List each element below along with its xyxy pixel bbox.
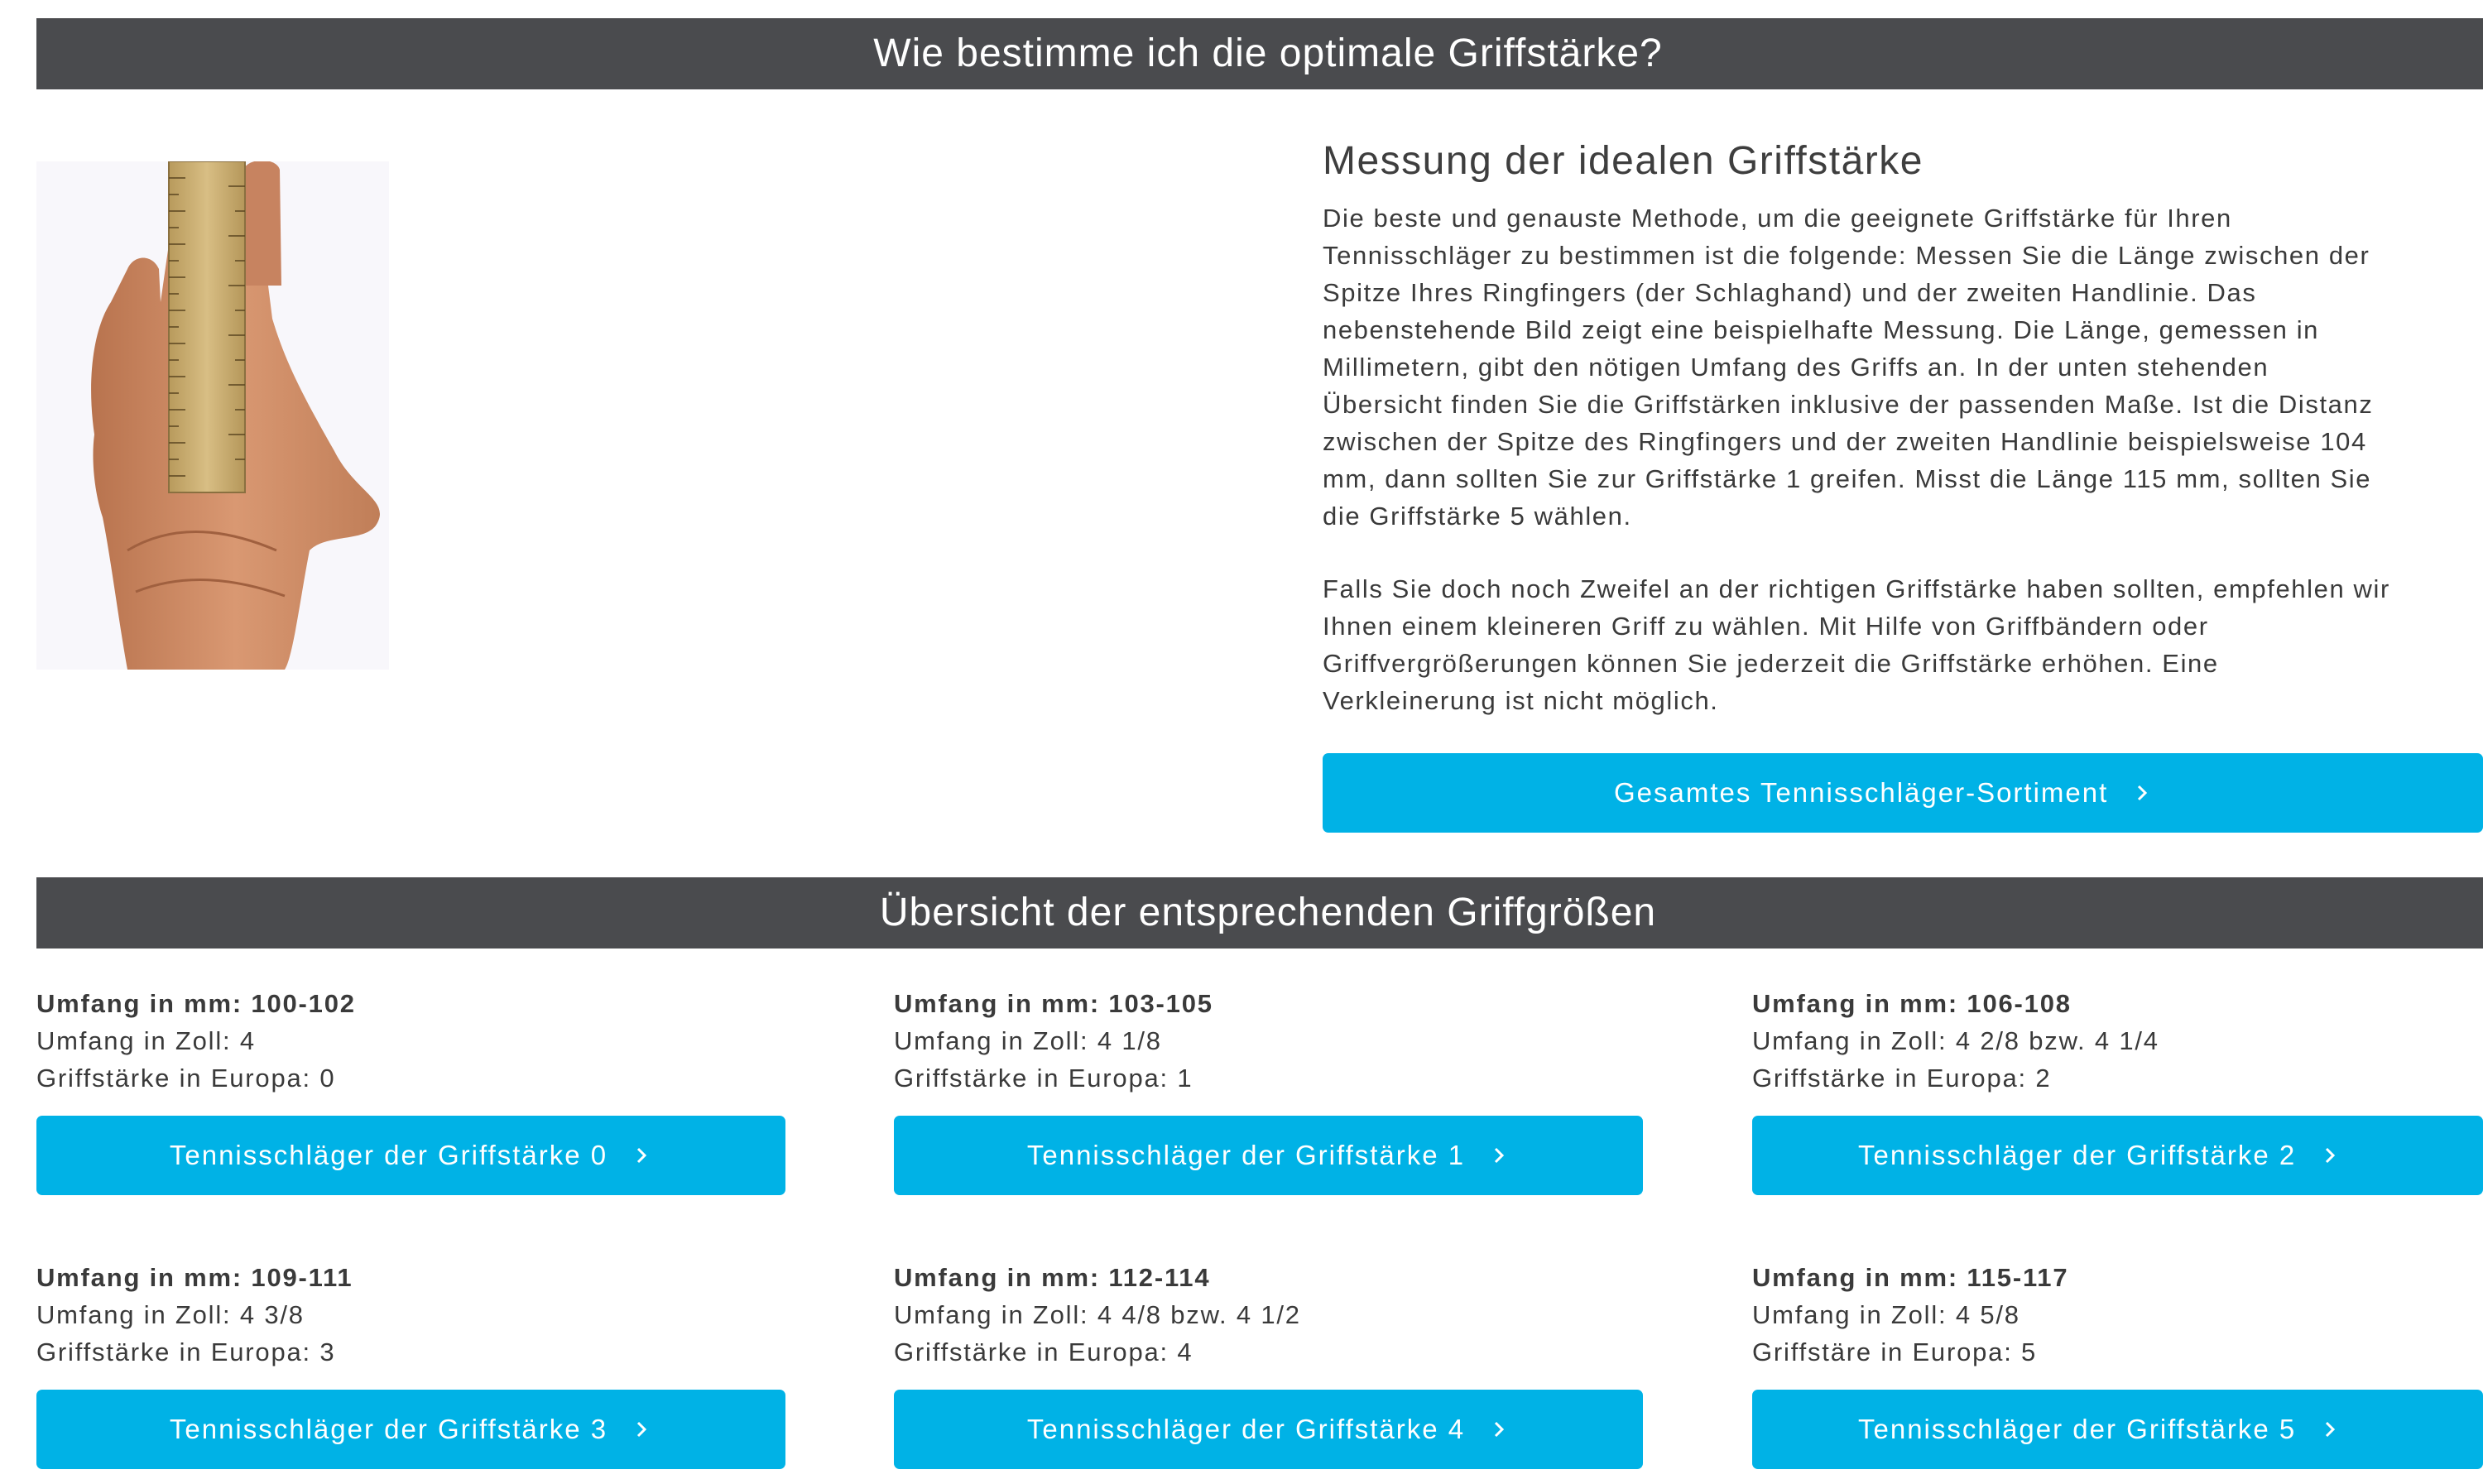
size-card-0 [36,985,790,1170]
size-europa: Griffstärke in Europa: 2 [1752,1064,2052,1093]
text-line: Griffvergrößerungen können Sie jederzeit die Griffstärke erhöhen. Eine [1323,649,2219,678]
grip-size-3-button[interactable] [36,1390,785,1469]
size-europa: Griffstäre in Europa: 5 [1752,1338,2038,1366]
size-card-3 [36,1259,790,1444]
text-line: Falls Sie doch noch Zweifel an der richtigen Griffstärke haben sollten, empfehlen wir [1323,574,2390,603]
text-line: Übersicht finden Sie die Griffstärken inklusive der passenden Maße. Ist die Distanz [1323,390,2374,419]
advice-paragraph [1323,570,2483,719]
chevron-right-icon [631,1145,652,1166]
size-mm: Umfang in mm: 100-102 [36,989,356,1018]
hand-ruler-icon [36,161,389,670]
chevron-right-icon [631,1419,652,1440]
button-label: Tennisschläger der Griffstärke 5 [1858,1414,2297,1444]
chevron-right-icon [2131,782,2153,804]
grip-size-4-button[interactable] [894,1390,1643,1469]
size-zoll: Umfang in Zoll: 4 2/8 bzw. 4 1/4 [1752,1026,2159,1055]
size-europa: Griffstärke in Europa: 0 [36,1064,336,1093]
grip-size-0-button[interactable] [36,1116,785,1195]
grip-size-5-button[interactable] [1752,1390,2483,1469]
text-line: Die beste und genauste Methode, um die geeignete Griffstärke für Ihren [1323,204,2232,233]
measurement-title: Messung der idealen Griffstärke [1323,139,1923,183]
button-label: Tennisschläger der Griffstärke 4 [1026,1414,1466,1444]
all-rackets-button-label: Gesamtes Tennisschläger-Sortiment [1614,777,2109,808]
text-line: Millimetern, gibt den nötigen Umfang des Griffs an. In der unten stehenden [1323,353,2269,382]
size-mm: Umfang in mm: 115-117 [1752,1263,2069,1292]
section-header-overview [36,877,2483,949]
section-title: Wie bestimme ich die optimale Griffstärke? [873,31,1663,75]
size-card-2 [1752,985,2483,1170]
size-europa: Griffstärke in Europa: 4 [894,1338,1193,1366]
size-mm: Umfang in mm: 112-114 [894,1263,1211,1292]
button-label: Tennisschläger der Griffstärke 0 [169,1140,608,1170]
size-zoll: Umfang in Zoll: 4 1/8 [894,1026,1162,1055]
size-mm: Umfang in mm: 109-111 [36,1263,353,1292]
text-line: mm, dann sollten Sie zur Griffstärke 1 greifen. Misst die Länge 115 mm, sollten Sie [1323,464,2372,493]
size-zoll: Umfang in Zoll: 4 5/8 [1752,1300,2020,1329]
text-line: Spitze Ihres Ringfingers (der Schlaghand) und der zweiten Handlinie. Das [1323,278,2257,307]
chevron-right-icon [1488,1145,1510,1166]
text-line: Verkleinerung ist nicht möglich. [1323,686,1719,715]
button-label: Tennisschläger der Griffstärke 1 [1026,1140,1466,1170]
size-card-4 [894,1259,1647,1444]
size-europa: Griffstärke in Europa: 3 [36,1338,336,1366]
button-label: Tennisschläger der Griffstärke 3 [169,1414,608,1444]
size-card-5 [1752,1259,2483,1444]
size-zoll: Umfang in Zoll: 4 3/8 [36,1300,305,1329]
measurement-paragraph [1323,199,2483,535]
size-europa: Griffstärke in Europa: 1 [894,1064,1193,1093]
size-card-1 [894,985,1647,1170]
size-mm: Umfang in mm: 106-108 [1752,989,2072,1018]
section-header-measure [36,18,2483,89]
grip-size-2-button[interactable] [1752,1116,2483,1195]
text-line: die Griffstärke 5 wählen. [1323,502,1632,531]
chevron-right-icon [2319,1419,2341,1440]
text-line: nebenstehende Bild zeigt eine beispielhafte Messung. Die Länge, gemessen in [1323,315,2320,344]
grip-size-1-button[interactable] [894,1116,1643,1195]
size-mm: Umfang in mm: 103-105 [894,989,1213,1018]
text-line: Tennisschläger zu bestimmen ist die folgende: Messen Sie die Länge zwischen der [1323,241,2370,270]
section-title: Übersicht der entsprechenden Griffgrößen [879,891,1657,934]
hand-ruler-photo [36,161,389,670]
size-zoll: Umfang in Zoll: 4 4/8 bzw. 4 1/2 [894,1300,1301,1329]
text-line: Ihnen einem kleineren Griff zu wählen. Mit Hilfe von Griffbändern oder [1323,612,2209,641]
all-rackets-button[interactable] [1323,753,2483,833]
size-zoll: Umfang in Zoll: 4 [36,1026,256,1055]
chevron-right-icon [1488,1419,1510,1440]
text-line: zwischen der Spitze des Ringfingers und der zweiten Handlinie beispielsweise 104 [1323,427,2367,456]
button-label: Tennisschläger der Griffstärke 2 [1858,1140,2297,1170]
chevron-right-icon [2319,1145,2341,1166]
